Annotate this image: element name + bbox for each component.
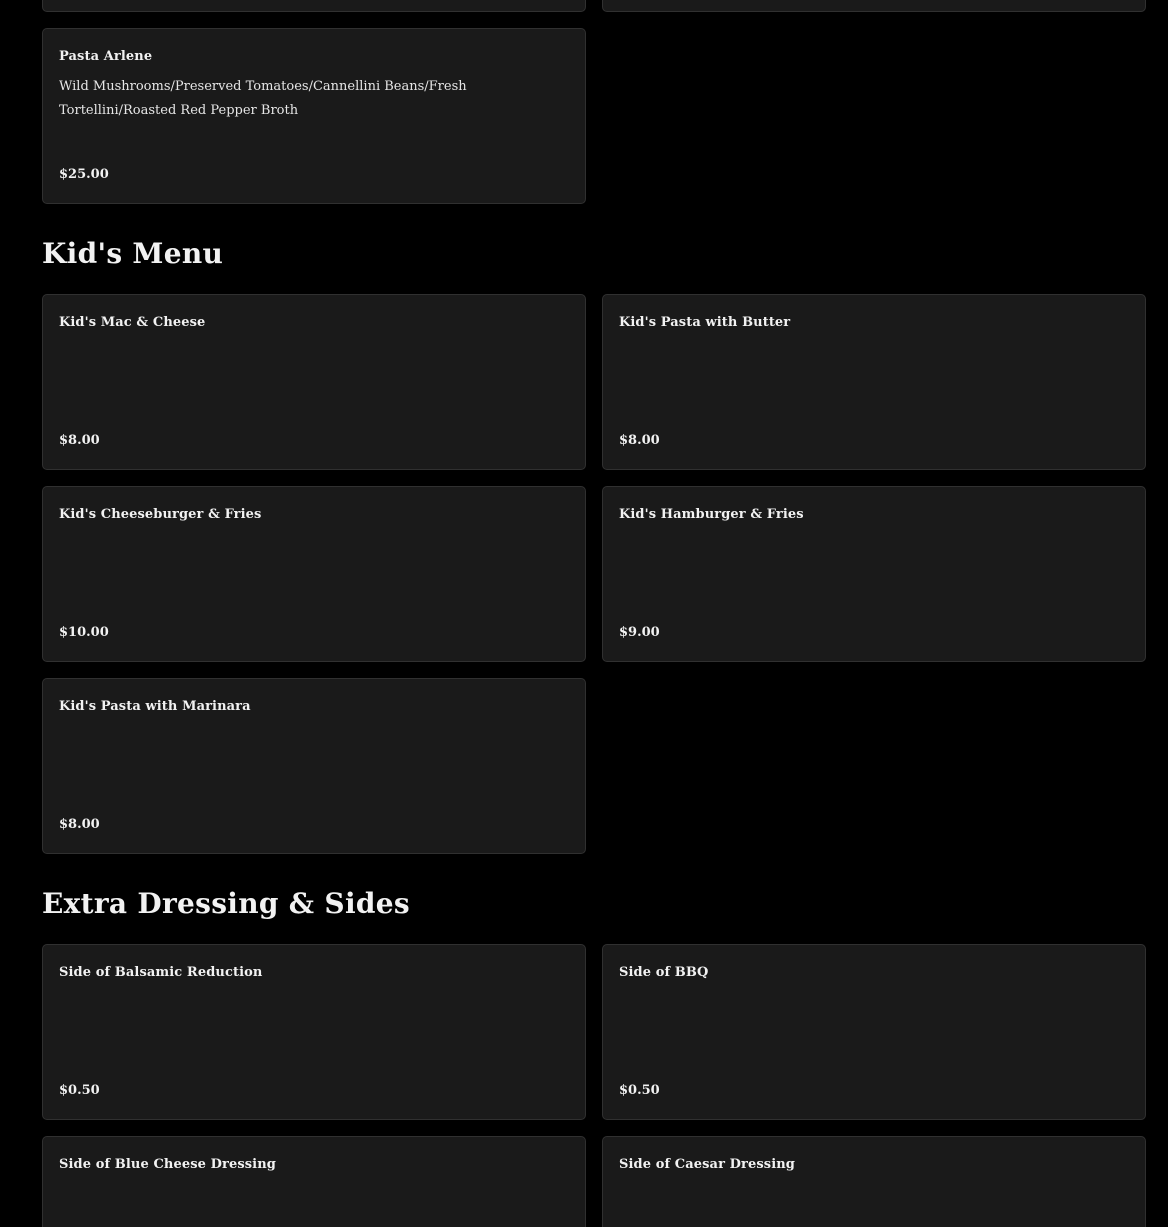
menu-item-description: Wild Mushrooms/Preserved Tomatoes/Cannellini Beans/Fresh Tortellini/Roasted Red Pepper Broth [59, 79, 467, 118]
menu-item-card-kids-cheeseburger[interactable] [42, 486, 586, 662]
menu-item-name: Kid's Pasta with Marinara [59, 699, 251, 714]
section-title-kids-menu: Kid's Menu [42, 237, 224, 270]
menu-item-price: $8.00 [619, 433, 660, 448]
menu-item-card-kids-pasta-marinara[interactable] [42, 678, 586, 854]
menu-item-card-side-bbq[interactable] [602, 944, 1146, 1120]
menu-item-card-pasta-arlene[interactable] [42, 28, 586, 204]
pasta-section-grid [42, 28, 1146, 204]
section-title-extra-dressing-sides: Extra Dressing & Sides [42, 887, 410, 920]
kids-menu-grid [42, 294, 1146, 854]
menu-item-price: $10.00 [59, 625, 109, 640]
menu-item-name: Kid's Cheeseburger & Fries [59, 507, 262, 522]
menu-item-price: $0.50 [619, 1083, 660, 1098]
menu-item-name: Side of Blue Cheese Dressing [59, 1157, 276, 1172]
menu-item-price: $9.00 [619, 625, 660, 640]
menu-item-price: $8.00 [59, 433, 100, 448]
menu-item-name: Kid's Hamburger & Fries [619, 507, 804, 522]
menu-item-card[interactable] [602, 0, 1146, 12]
menu-item-price: $8.00 [59, 817, 100, 832]
menu-item-name: Kid's Pasta with Butter [619, 315, 791, 330]
menu-item-card-side-blue-cheese[interactable] [42, 1136, 586, 1227]
menu-item-price: $25.00 [59, 167, 109, 182]
menu-item-name: Side of BBQ [619, 965, 709, 980]
menu-item-price: $0.50 [59, 1083, 100, 1098]
menu-item-name: Side of Balsamic Reduction [59, 965, 263, 980]
menu-item-card-side-caesar[interactable] [602, 1136, 1146, 1227]
extra-dressing-grid [42, 944, 1146, 1227]
previous-section-grid [42, 0, 1146, 12]
menu-item-card-kids-hamburger[interactable] [602, 486, 1146, 662]
menu-item-card-side-balsamic[interactable] [42, 944, 586, 1120]
menu-item-name: Kid's Mac & Cheese [59, 315, 206, 330]
menu-item-card-kids-mac-cheese[interactable] [42, 294, 586, 470]
menu-page [42, 0, 1146, 1227]
menu-item-card[interactable] [42, 0, 586, 12]
menu-item-card-kids-pasta-butter[interactable] [602, 294, 1146, 470]
menu-item-name: Pasta Arlene [59, 49, 153, 64]
menu-item-name: Side of Caesar Dressing [619, 1157, 795, 1172]
